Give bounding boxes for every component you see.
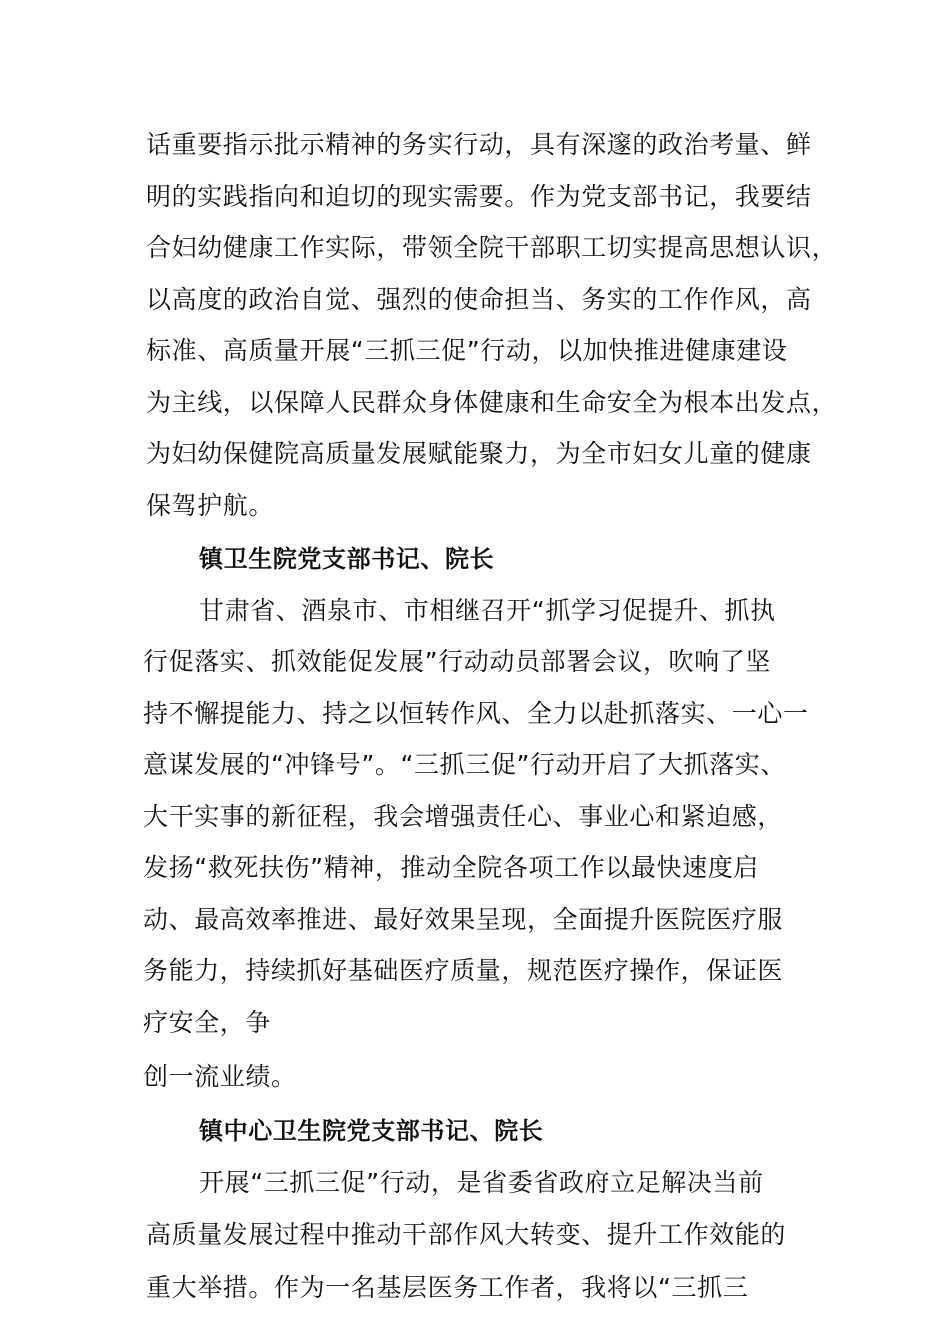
paragraph-line: 发扬“救死扶伤”精神，推动全院各项工作以最快速度启 (143, 853, 759, 882)
paragraph-line: 创一流业绩。 (143, 1062, 297, 1091)
paragraph-line: 话重要指示批示精神的务实行动，具有深邃的政治考量、鲜 (146, 130, 812, 159)
paragraph-line: 疗安全，争 (143, 1008, 272, 1037)
paragraph-line: 持不懈提能力、持之以恒转作风、全力以赴抓落实、一心一 (143, 699, 809, 728)
paragraph-line: 保驾护航。 (146, 491, 275, 520)
paragraph-line: 为主线，以保障人民群众身体健康和生命安全为根本出发点， (146, 388, 838, 417)
section-heading: 镇卫生院党支部书记、院长 (199, 545, 495, 573)
paragraph-line: 标准、高质量开展“三抓三促”行动，以加快推进健康建设 (146, 336, 788, 365)
paragraph-line: 行促落实、抓效能促发展”行动动员部署会议，吹响了坚 (143, 647, 771, 676)
paragraph-line: 开展“三抓三促”行动，是省委省政府立足解决当前 (199, 1168, 764, 1197)
paragraph-line: 动、最高效率推进、最好效果呈现，全面提升医院医疗服 (143, 905, 784, 934)
paragraph-line: 大干实事的新征程，我会增强责任心、事业心和紧迫感， (143, 802, 784, 831)
paragraph-line: 以高度的政治自觉、强烈的使命担当、务实的工作作风，高 (146, 285, 812, 314)
paragraph-line: 重大举措。作为一名基层医务工作者，我将以“三抓三 (146, 1273, 749, 1302)
paragraph-line: 高质量发展过程中推动干部作风大转变、提升工作效能的 (146, 1220, 787, 1249)
paragraph-line: 甘肃省、酒泉市、市相继召开“抓学习促提升、抓执 (199, 596, 776, 625)
section-heading: 镇中心卫生院党支部书记、院长 (199, 1117, 544, 1145)
paragraph-line: 明的实践指向和迫切的现实需要。作为党支部书记，我要结 (146, 182, 812, 211)
paragraph-line: 合妇幼健康工作实际，带领全院干部职工切实提高思想认识， (146, 233, 838, 262)
paragraph-line: 为妇幼保健院高质量发展赋能聚力，为全市妇女儿童的健康 (146, 439, 812, 468)
paragraph-line: 意谋发展的“冲锋号”。“三抓三促”行动开启了大抓落实、 (143, 750, 787, 779)
paragraph-line: 务能力，持续抓好基础医疗质量，规范医疗操作，保证医 (143, 956, 784, 985)
